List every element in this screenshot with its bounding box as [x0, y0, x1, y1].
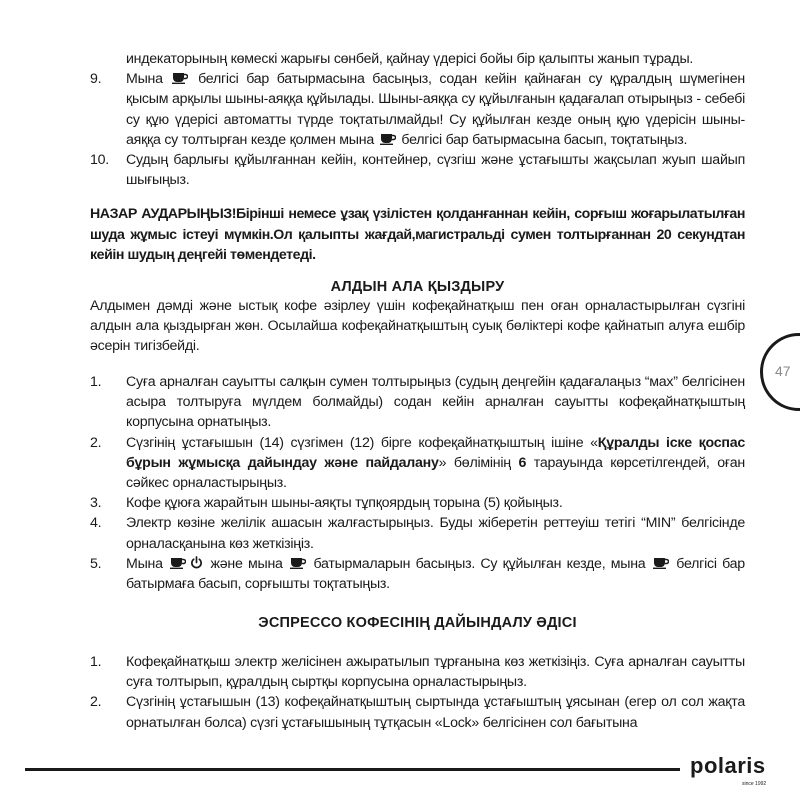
item-number: 10. [90, 152, 109, 169]
section-title-espresso: ЭСПРЕССО КОФЕСІНІҢ ДАЙЫНДАЛУ ӘДІСІ [258, 615, 577, 631]
item-number: 1. [90, 654, 102, 670]
item-text: Электр көзіне желілік ашасын жалғастырыңыз. Буды жіберетін реттеуіш тетігі “MIN” белгісінде орналасқанына көз жеткізіңіз. [126, 515, 745, 552]
section-title-preheat: АЛДЫН АЛА ҚЫЗДЫРУ [330, 279, 505, 295]
section-reference: Құралды іске қоспас бұрын жұмысқа дайындау және пайдалану [126, 434, 745, 471]
coffee-cup-icon [380, 133, 396, 145]
item-number: 4. [90, 515, 102, 532]
coffee-cup-icon [170, 557, 186, 569]
item-text: тарауында көрсетілгендей, оған сәйкес орналастырыңыз. [126, 454, 745, 492]
list-item [90, 433, 745, 494]
list-item [90, 652, 745, 692]
list-item [90, 513, 745, 553]
list-item [90, 692, 745, 732]
item-number: 1. [90, 374, 102, 390]
coffee-cup-icon [172, 72, 188, 84]
preheat-intro: Алдымен дәмді және ыстық кофе әзірлеу үшін кофеқайнатқыш пен оған орналастырылған сүзгіні алдын ала қыздырған жөн. Осылайша кофеқайнатқыштың суық бөліктері кофе қайнатып алуға ешбір әсерін тигізбейді. [90, 298, 745, 355]
item-text: Мына [126, 555, 163, 572]
item-text: Мына [126, 71, 163, 88]
list-item-10 [90, 150, 745, 190]
item-text: белгісі бар батырмаға басып, сорғышты тоқтатыңыз. [126, 555, 745, 593]
top-section [90, 49, 745, 190]
continuation-text: индекаторының көмескі жарығы сөнбей, қайнау үдерісі бойы бір қалыпты жанып тұрады. [126, 51, 694, 67]
item-text: және мына [210, 555, 283, 572]
item-text: Суға арналған сауытты салқын сумен толтырыңыз (судың деңгейін қадағалаңыз “мах” белгісінен асыра толтыруға мүлдем болмайды) содан кейін арналған сауытты кофеқайнатқыштың корпусына орнатыңыз. [126, 374, 745, 431]
item-number: 9. [90, 71, 102, 88]
list-item-9 [90, 69, 745, 150]
item-text: Судың барлығы құйылғаннан кейін, контейнер, сүзгіш және ұстағышты жақсылап жуып шайып шығыңыз. [126, 152, 745, 189]
item-text: белгісі бар батырмасына басыңыз, содан кейін қайнаған су құралдың шүмегінен қысым арқылы шыны-аяққа құйылады. Шыны-аяққа су құйылғанын қадағалап отырыңыз - себебі су құю үдерісі автоматты түрде тоқтатылмайды! Су құйылған кезде оның құю үдерісін шыны-аяққа су толтырған кезде қолмен мына [126, 71, 745, 148]
brand-logo: polaris [690, 753, 766, 778]
item-number: 2. [90, 434, 102, 451]
list-item [90, 554, 745, 594]
coffee-cup-icon [290, 557, 306, 569]
coffee-cup-icon [653, 557, 669, 569]
item-text: белгісі бар батырмасына басып, тоқтатыңыз. [401, 131, 688, 148]
footer-divider [25, 768, 680, 771]
page-number: 47 [775, 363, 791, 379]
item-number: 5. [90, 555, 102, 572]
list-item [90, 372, 745, 433]
warning-note: НАЗАР АУДАРЫҢЫЗ!Бірінші немесе ұзақ үзілістен қолданғаннан кейін, сорғыш жоғарылатылған шуда жұмыс істеуі мүмкін.Ол қалыпты жағдай,магистральді сумен толтырғаннан 20 секундтан кейін шудың деңгейі төмендетеді. [90, 206, 745, 263]
item-text: батырмаларын басыңыз. Су құйылған кезде, мына [313, 555, 646, 572]
list-item [90, 493, 745, 513]
item-number: 3. [90, 495, 102, 512]
item-text: » бөлімінің [438, 454, 519, 471]
brand-tagline: since 1992 [742, 781, 767, 787]
chapter-number: 6 [518, 454, 527, 471]
item-text: Сүзгінің ұстағышын (14) сүзгімен (12) бірге кофеқайнатқыштың ішіне « [126, 434, 598, 451]
item-text: Сүзгінің ұстағышын (13) кофеқайнатқыштың сыртында ұстағыштың ұясынан (егер ол сол жақта орнатылған болса) сүзгі ұстағышының тұтқасын «Lock» белгісінен сол бағытына [126, 694, 745, 731]
item-text: Кофе құюға жарайтын шыны-аяқты тұпқоярдың торына (5) қойыңыз. [126, 495, 563, 512]
power-icon [190, 556, 203, 569]
item-text: Кофеқайнатқыш электр желісінен ажыратылып тұрғанына көз жеткізіңіз. Суға арналған сауытты суға толтырып, құралдың сыртқы корпусына орналастырыңыз. [126, 654, 745, 691]
espresso-steps [90, 652, 745, 733]
preheat-steps [90, 372, 745, 594]
item-number: 2. [90, 694, 102, 711]
